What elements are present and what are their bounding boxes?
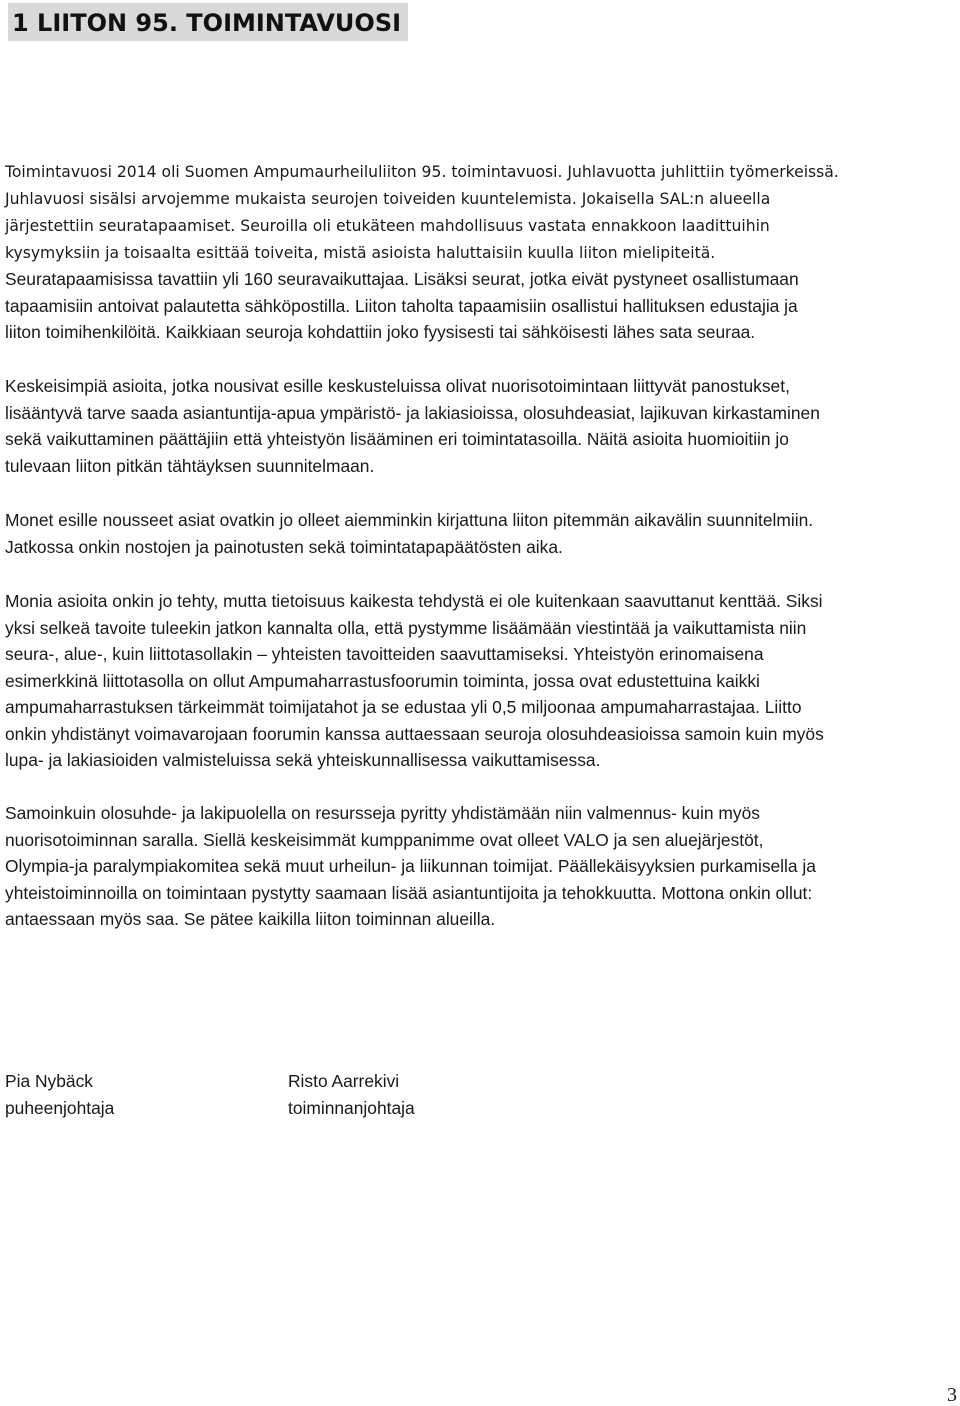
signature-name: Pia Nybäck bbox=[5, 1071, 93, 1091]
text-line: esimerkkinä liittotasolla on ollut Ampumaharrastusfoorumin toiminta, jossa ovat edustettuina kaikki bbox=[5, 670, 760, 691]
signature-title: puheenjohtaja bbox=[5, 1098, 115, 1118]
text-line: Jatkossa onkin nostojen ja painotusten sekä toimintatapapäätösten aika. bbox=[5, 536, 563, 557]
text-line: seura-, alue-, kuin liittotasollakin – yhteisten tavoitteiden saavuttamiseksi. Yhteistyön erinomaisena bbox=[5, 644, 764, 664]
text-line: nuorisotoiminnan saralla. Siellä keskeisimmät kumppanimme ovat olleet VALO ja sen aluejärjestöt, bbox=[5, 829, 764, 850]
paragraph-3 bbox=[5, 507, 957, 560]
page-title: 1 LIITON 95. TOIMINTAVUOSI bbox=[12, 9, 402, 37]
text-line: lupa- ja lakiasioiden valmisteluissa sekä yhteiskunnallisessa vaikuttamisessa. bbox=[5, 750, 601, 770]
text-line-part: järjestettiin seuratapaamiset. Seuroilla oli etukäteen mahdollisuus vastata ennakkoon laadittuihin bbox=[5, 217, 770, 235]
text-line: Toimintavuosi 2014 oli Suomen Ampumaurheiluliiton 95. toimintavuosi. Juhlavuotta juhlittiin työmerkeissä. bbox=[5, 163, 839, 181]
text-line: antaessaan myös saa. Se pätee kaikilla liiton toiminnan alueilla. bbox=[5, 909, 496, 929]
text-line: yhteistoiminnoilla on toimintaan pystytty saamaan lisää asiantuntijoita ja tehokkuutta. Mottona onkin ollut: bbox=[5, 882, 813, 903]
text-line: sekä vaikuttaminen päättäjiin että yhteistyön lisääminen eri toimintatasoilla. Näitä asioita huomioitiin jo bbox=[5, 429, 789, 449]
text-line: Samoinkuin olosuhde- ja lakipuolella on resursseja pyritty yhdistämään niin valmennus- kuin myös bbox=[5, 803, 760, 823]
paragraph-1 bbox=[5, 159, 957, 346]
text-line: Monet esille nousseet asiat ovatkin jo olleet aiemminkin kirjattuna liiton pitemmän aikavälin suunnitelmiin. bbox=[5, 510, 814, 530]
signature-title: toiminnanjohtaja bbox=[288, 1098, 415, 1118]
paragraph-5 bbox=[5, 800, 957, 933]
paragraph-2 bbox=[5, 373, 957, 479]
text-line: tapaamisiin antoivat palautetta sähköpostilla. Liiton taholta tapaamisiin osallistui hallituksen edustajia ja bbox=[5, 295, 798, 316]
signature-chair bbox=[5, 1068, 114, 1122]
text-line: Monia asioita onkin jo tehty, mutta tietoisuus kaikesta tehdystä ei ole kuitenkaan saavuttanut kenttää. Siksi bbox=[5, 591, 823, 611]
text-line: kysymyksiin ja toisaalta esittää toiveita, mistä asioista haluttaisiin kuulla liiton mielipiteitä. bbox=[5, 243, 716, 262]
text-line: Seuratapaamisissa tavattiin yli 160 seuravaikuttajaa. Lisäksi seurat, jotka eivät pystyneet osallistumaan bbox=[5, 269, 799, 289]
text-line: Juhlavuosi sisälsi arvojemme mukaista seurojen toiveiden kuuntelemista. Jokaisella SAL:n alueella bbox=[5, 189, 771, 208]
text-line: Olympia-ja paralympiakomitea sekä muut urheilun- ja liikunnan toimijat. Päällekäisyyksien purkamisella ja bbox=[5, 856, 816, 876]
paragraph-4 bbox=[5, 588, 957, 774]
text-line: onkin yhdistänyt voimavarojaan foorumin kanssa auttaessaan seuroja olosuhdeasioissa samoin kuin myös bbox=[5, 723, 824, 744]
signature-name: Risto Aarrekivi bbox=[288, 1071, 400, 1091]
page-number: 3 bbox=[947, 1384, 957, 1406]
text-line: liiton toimihenkilöitä. Kaikkiaan seuroja kohdattiin joko fyysisesti tai sähköisesti lähes sata seuraa. bbox=[5, 322, 756, 342]
text-line: ampumaharrastuksen tärkeimmät toimijatahot ja se edustaa yli 0,5 miljoonaa ampumaharrastajaa. Liitto bbox=[5, 697, 802, 717]
text-line bbox=[5, 212, 957, 240]
text-line: yksi selkeä tavoite tuleekin jatkon kannalta olla, että pystymme lisäämään viestintää ja vaikuttamista niin bbox=[5, 617, 807, 638]
signature-director bbox=[288, 1068, 415, 1122]
text-line: tulevaan liiton pitkän tähtäyksen suunnitelmaan. bbox=[5, 455, 375, 476]
text-line: lisääntyvä tarve saada asiantuntija-apua ympäristö- ja lakiasioissa, olosuhdeasiat, lajikuvan kirkastaminen bbox=[5, 402, 820, 423]
text-line: Keskeisimpiä asioita, jotka nousivat esille keskusteluissa olivat nuorisotoimintaan liittyvät panostukset, bbox=[5, 376, 790, 396]
